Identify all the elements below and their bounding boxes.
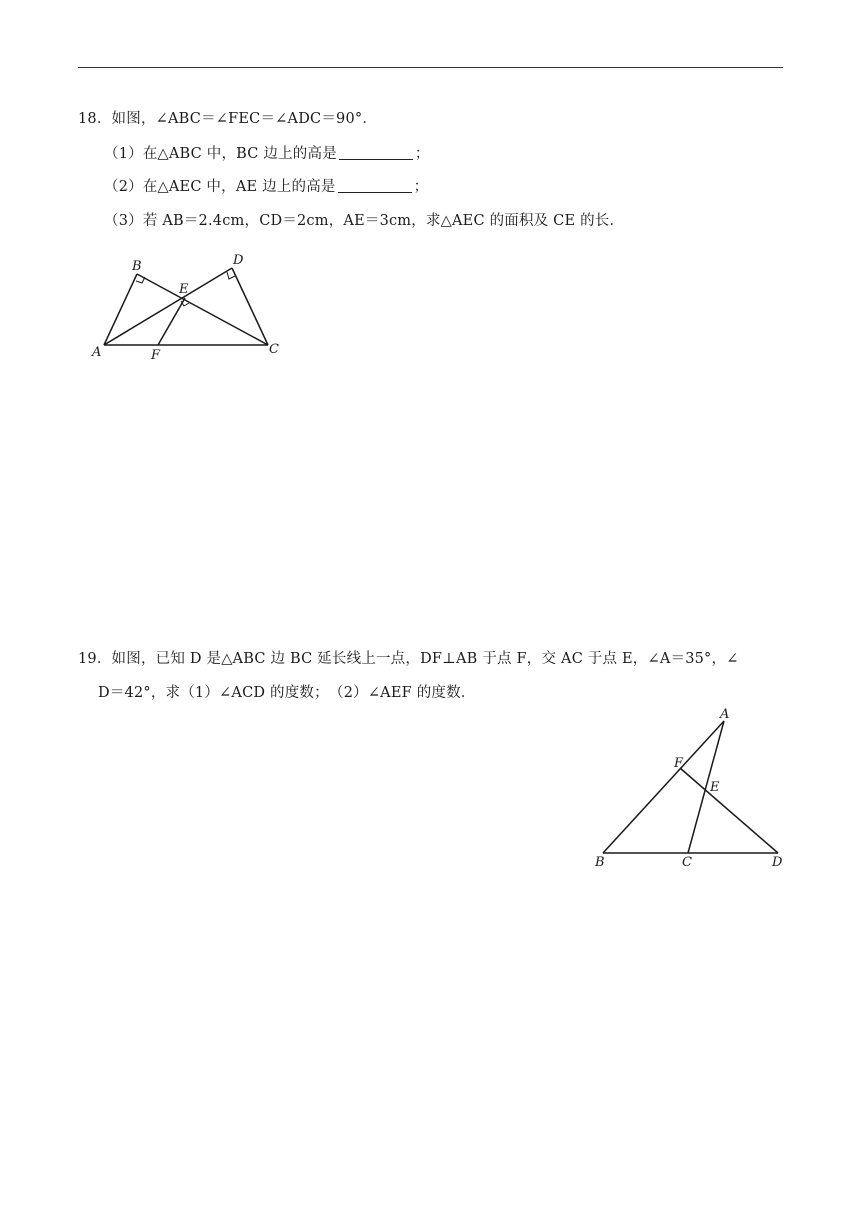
header-rule (78, 67, 783, 68)
q18-label-e: E (179, 282, 189, 297)
q18-part1-end: ； (414, 146, 430, 162)
q18-label-d: D (233, 253, 244, 268)
q18-part1-text: （1）在△ABC 中，BC 边上的高是 (104, 146, 337, 162)
q19-label-d: D (772, 855, 783, 870)
q18-part3: （3）若 AB＝2.4cm，CD＝2cm，AE＝3cm，求△AEC 的面积及 CE 的长． (104, 213, 625, 229)
q18-part2-blank[interactable] (338, 178, 412, 193)
q19-line1: 19．如图，已知 D 是△ABC 边 BC 延长线上一点，DF⊥AB 于点 F，交 AC 于点 E，∠A＝35°，∠ (78, 651, 739, 667)
q18-stem: 18．如图，∠ABC＝∠FEC＝∠ADC＝90°． (78, 111, 378, 127)
q18-part1-blank[interactable] (339, 145, 413, 160)
q19-figure (590, 705, 790, 875)
q19-label-f: F (674, 756, 684, 771)
q18-segment-ad (104, 268, 232, 345)
q18-label-c: C (269, 342, 279, 357)
q19-label-c: C (682, 855, 692, 870)
q18-part2 (104, 175, 428, 196)
q19-segment-fd (680, 768, 778, 853)
q19-line2: D＝42°，求（1）∠ACD 的度数； （2）∠AEF 的度数． (98, 685, 476, 701)
q18-segment-dc (232, 268, 268, 345)
q19-label-e: E (710, 780, 720, 795)
q18-part2-end: ； (413, 179, 429, 195)
q19-label-a: A (720, 707, 730, 722)
q19-label-b: B (595, 855, 605, 870)
q18-label-f: F (151, 348, 161, 363)
q18-part1 (104, 142, 430, 163)
q18-part2-text: （2）在△AEC 中，AE 边上的高是 (104, 179, 336, 195)
q18-label-a: A (92, 345, 102, 360)
q18-segment-bc (137, 274, 268, 345)
q18-figure (88, 250, 288, 365)
q18-label-b: B (132, 259, 142, 274)
